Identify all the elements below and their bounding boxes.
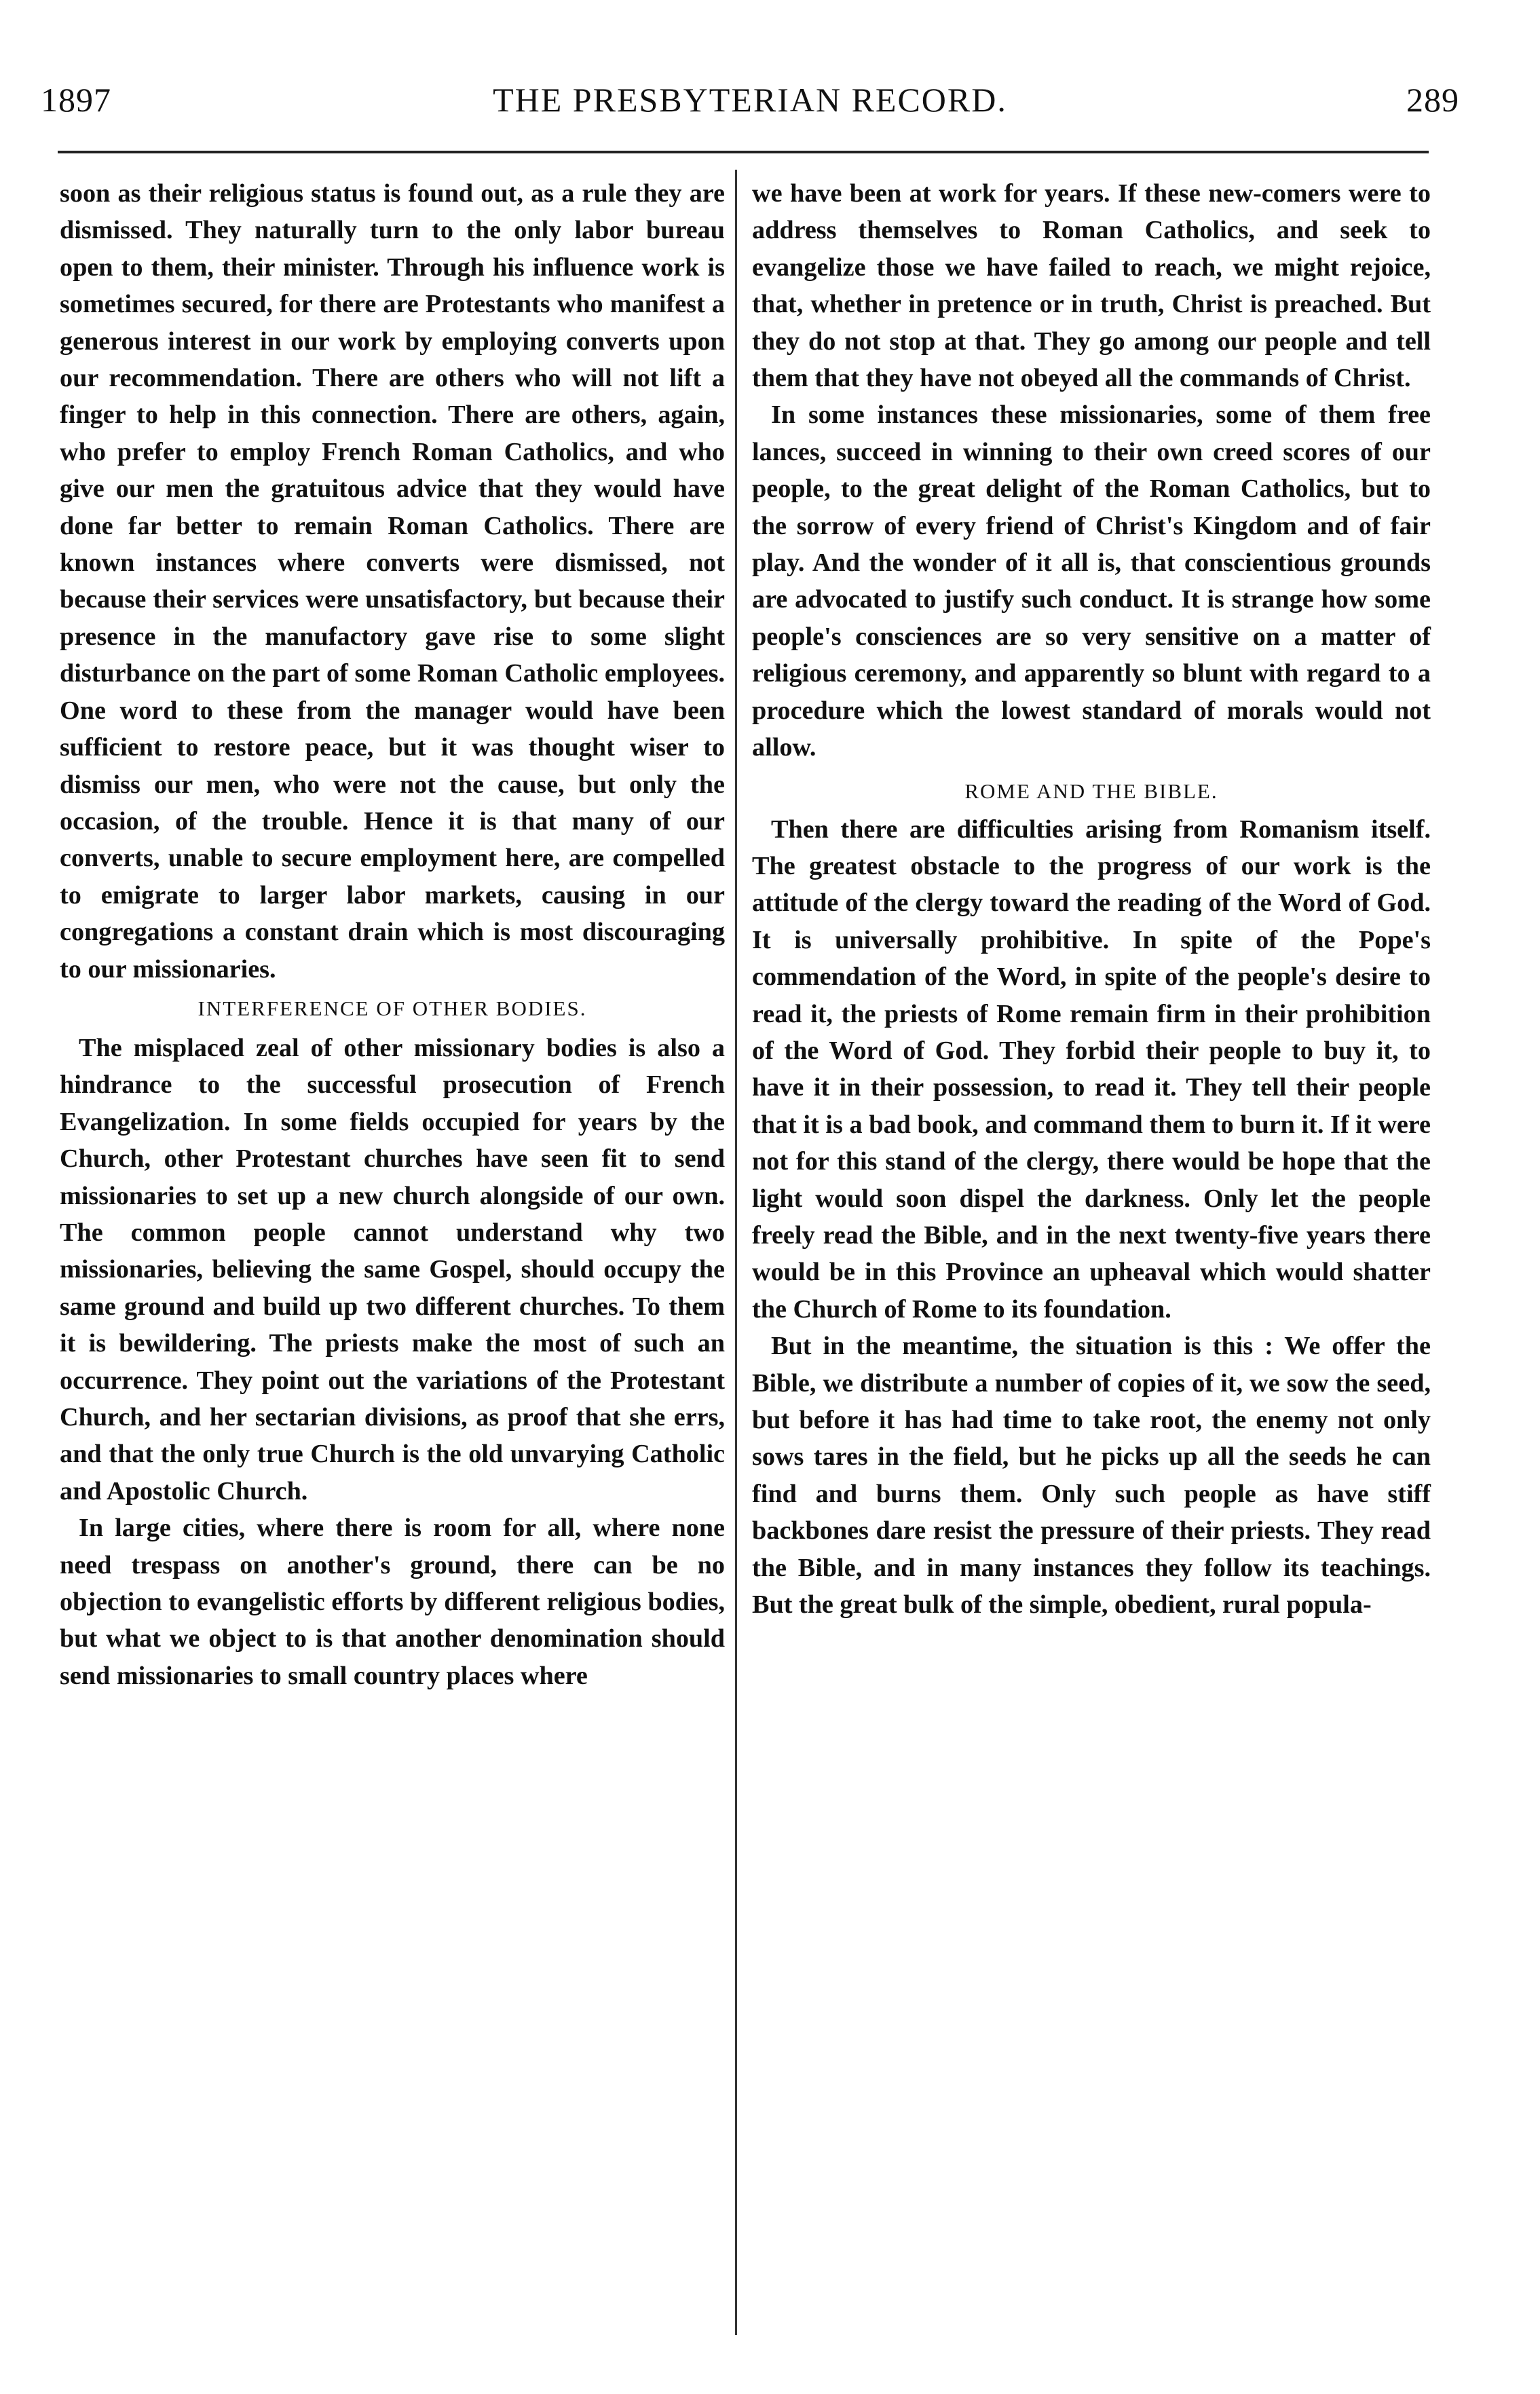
publication-title: THE PRESBYTERIAN RECORD. (493, 81, 1007, 119)
page-number: 289 (1406, 81, 1459, 119)
right-paragraph-2: In some instances these missionaries, some of them free lances, succeed in winning to their own creed scores of our people, to the great delight of the Roman Catholics, but to the sorrow of every friend of Christ's Kingdom and of fair play. And the wonder of it all is, that conscientious grounds are advocated to justify such conduct. It is strange how some people's consciences are so very sensitive on a matter of religious ceremony, and apparently so blunt with regard to a procedure which the lowest standard of morals would not allow. (752, 400, 1431, 762)
page-header (41, 80, 1459, 141)
right-paragraph-3: Then there are difficulties arising from Romanism itself. The greatest obstacle to the progress of our work is the attitude of the clergy toward the reading of the Word of God. It is universally prohibitive. In spite of the Pope's commendation of the Word, in spite of the people's desire to read it, the priests of Rome remain firm in their prohibition of the Word of God. They forbid their people to buy it, to have it in their possession, to read it. They tell their people that it is a bad book, and command them to burn it. If it were not for this stand of the clergy, there would be hope that the light would soon dispel the darkness. Only let the people freely read the Bible, and in the next twenty-five years there would be in this Province an upheaval which would shatter the Church of Rome to its foundation. (752, 815, 1431, 1324)
right-paragraph-4: But in the meantime, the situation is this : We offer the Bible, we distribute a number of copies of it, we sow the seed, but before it has had time to take root, the enemy not only sows tares in the field, but he picks up all the seeds he can find and burns them. Only such people as have stiff backbones dare resist the pressure of their priests. They read the Bible, and in many instances they follow its teachings. But the great bulk of the simple, obedient, rural popula- (752, 1332, 1431, 1620)
right-paragraph-1: we have been at work for years. If these new-comers were to address themselves to Roman Catholics, and seek to evangelize those we have failed to reach, we might rejoice, that, whether in pretence or in truth, Christ is preached. But they do not stop at that. They go among our people and tell them that they have not obeyed all the commands of Christ. (752, 179, 1431, 393)
header-rule (58, 151, 1429, 153)
left-paragraph-1: soon as their religious status is found out, as a rule they are dismissed. They naturally turn to the only labor bureau open to them, their minister. Through his influence work is sometimes secured, for there are Protestants who manifest a generous interest in our work by employing converts upon our recommendation. There are others who will not lift a finger to help in this connection. There are others, again, who prefer to employ French Roman Catholics, and who give our men the gratuitous advice that they would have done far better to remain Roman Catholics. There are known instances where converts were dismissed, not because their services were unsatisfactory, but because their presence in the manufactory gave rise to some slight disturbance on the part of some Roman Catholic employees. One word to these from the manager would have been sufficient to restore peace, but it was thought wiser to dismiss our men, who were not the cause, but only the occasion, of the trouble. Hence it is that many of our converts, unable to secure employment here, are compelled to emigrate to larger labor markets, causing in our congregations a constant drain which is most discouraging to our missionaries. (60, 179, 725, 984)
left-paragraph-3: In large cities, where there is room for all, where none need trespass on another's ground, there can be no objection to evangelistic efforts by different religious bodies, but what we object to is that another denomination should send missionaries to small country places where (60, 1514, 725, 1690)
left-paragraph-2: The misplaced zeal of other missionary bodies is also a hindrance to the successful prosecution of French Evangelization. In some fields occupied for years by the Church, other Protestant churches have seen fit to send missionaries to set up a new church alongside of our own. The common people cannot understand why two missionaries, believing the same Gospel, should occupy the same ground and build up two different churches. To them it is bewildering. The priests make the most of such an occurrence. They point out the variations of the Protestant Church, and her sectarian divisions, as proof that she errs, and that the only true Church is the old unvarying Catholic and Apostolic Church. (60, 1033, 725, 1505)
right-column (752, 175, 1431, 1623)
section-heading-interference: INTERFERENCE OF OTHER BODIES. (198, 996, 587, 1020)
section-heading-rome-bible: ROME AND THE BIBLE. (964, 779, 1218, 803)
header-year: 1897 (41, 81, 111, 119)
left-column (60, 175, 725, 1694)
column-divider (735, 170, 737, 2335)
